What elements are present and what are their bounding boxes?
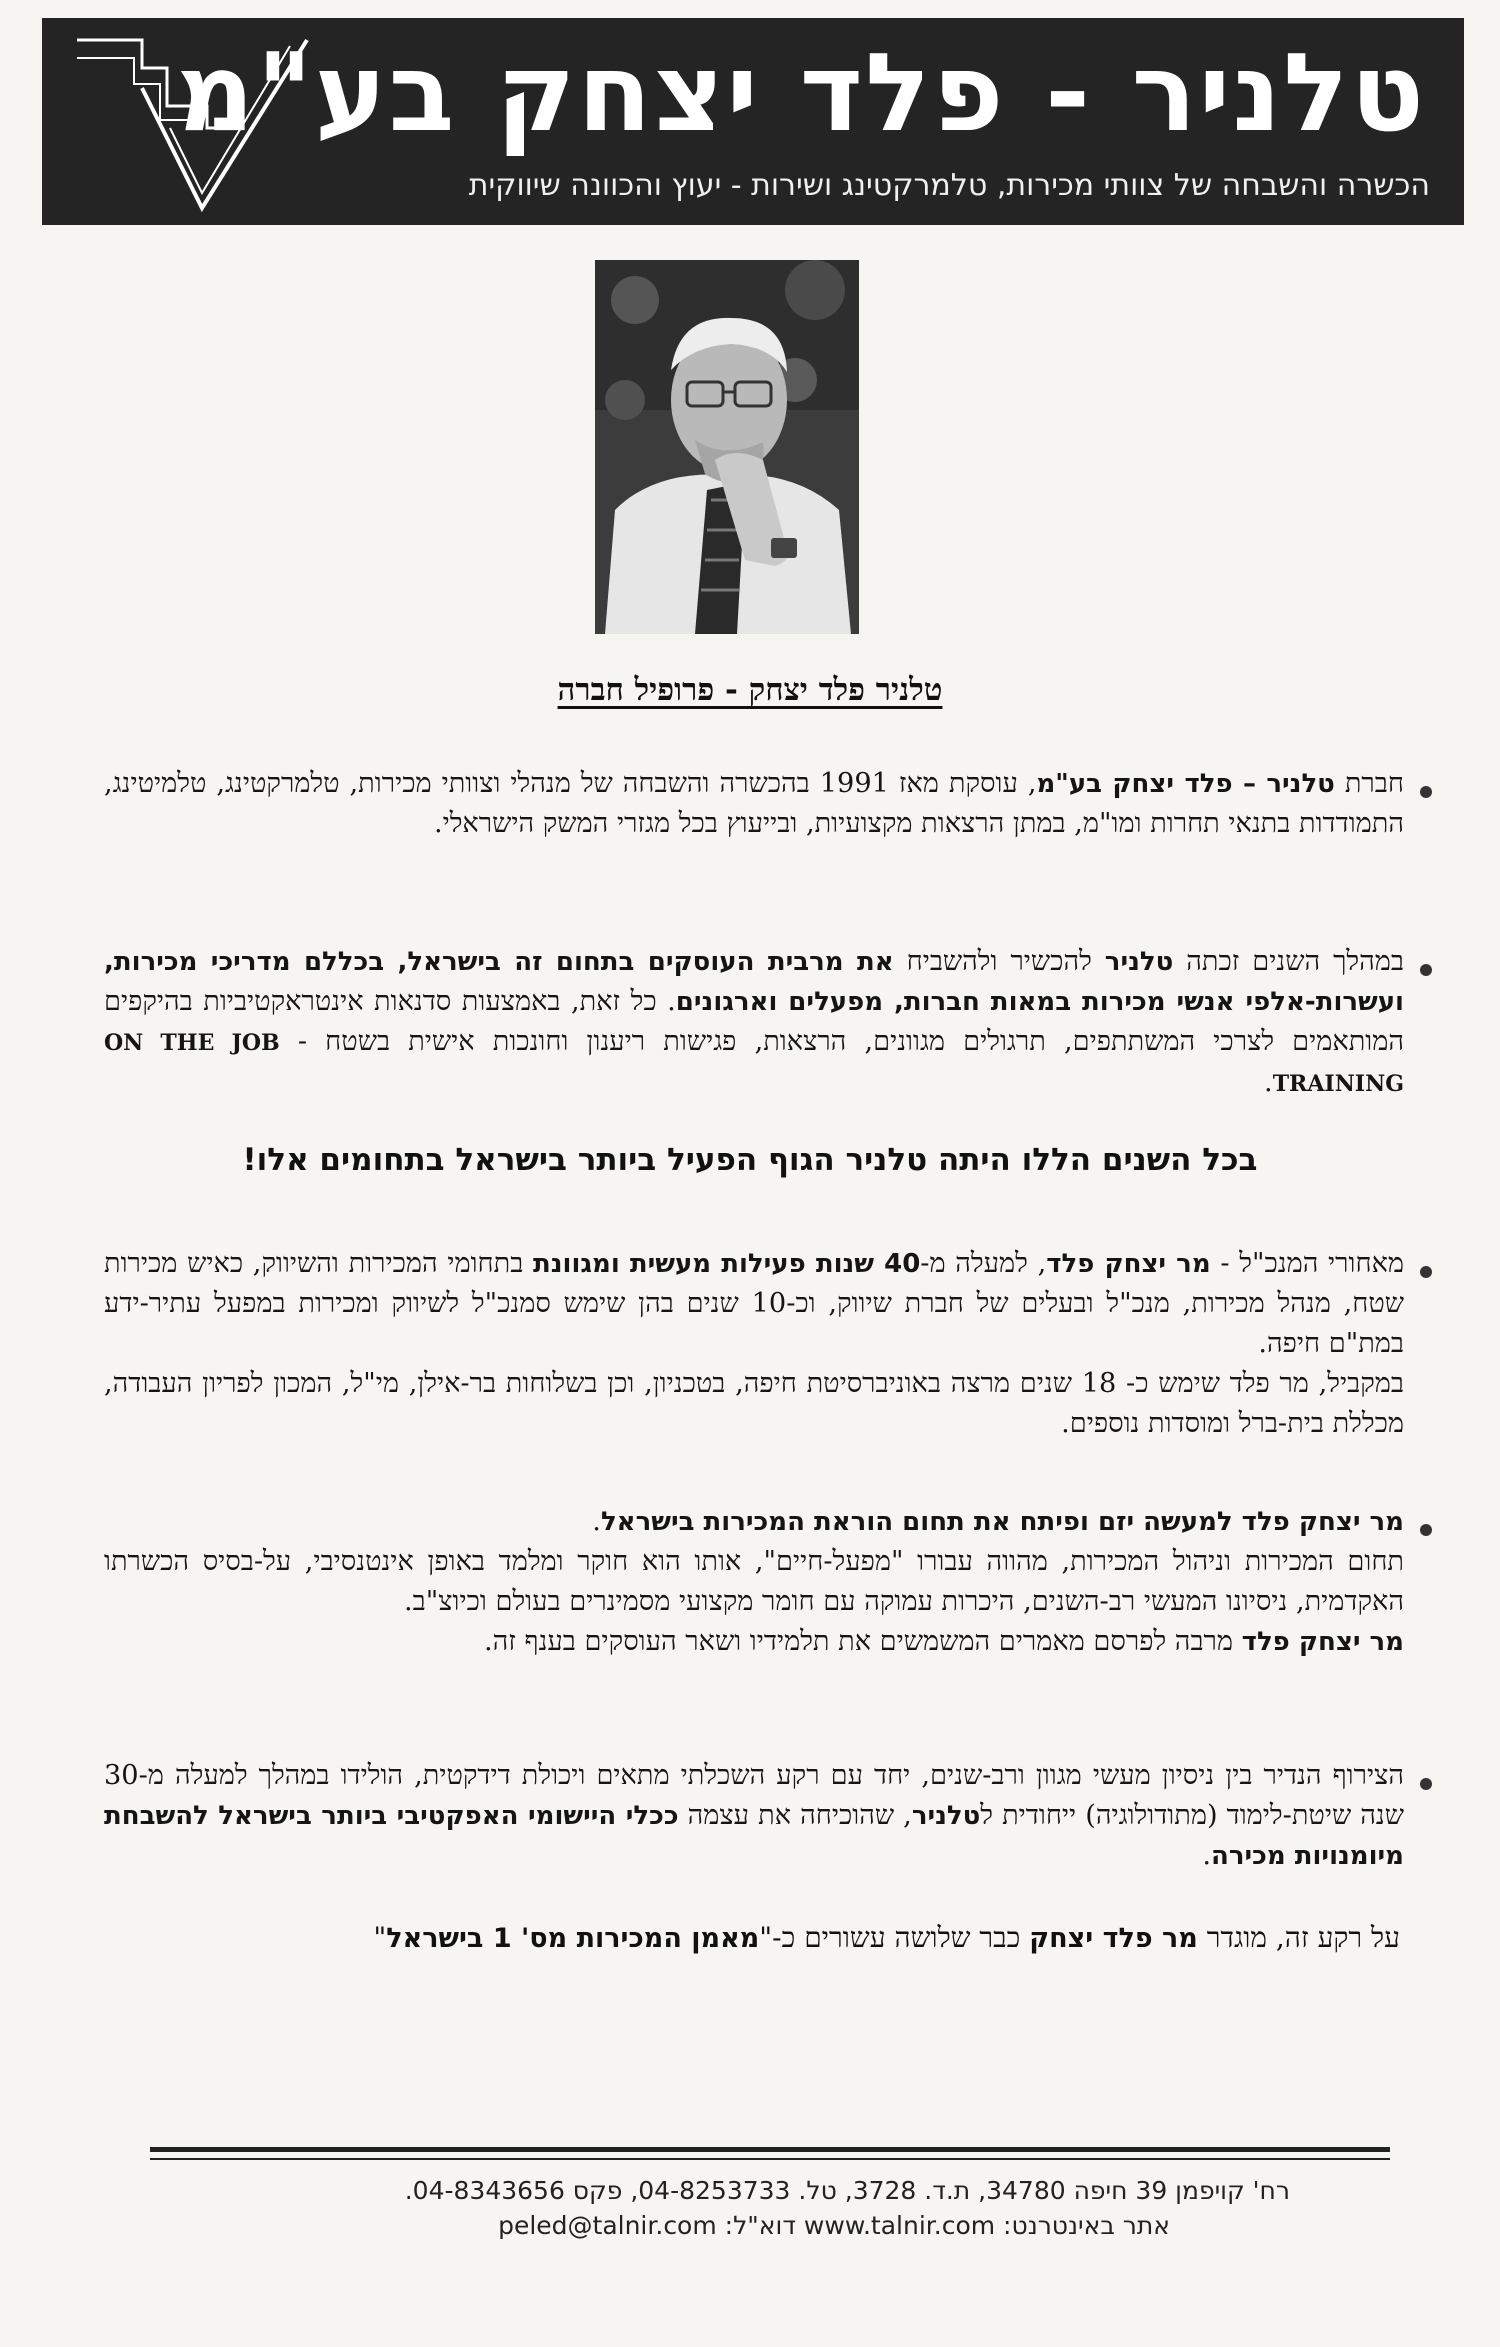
paragraph-sales-teaching: מר יצחק פלד למעשה יזם ופיתח את תחום הוראת המכירות בישראל. תחום המכירות וניהול המכירות, מהווה עבורו "מפעל-חיים", אותו הוא חוקר ומלמד באופן אינטנסיבי, על-בסיס הכשרתו האקדמית, ניסיונו המעשי רב-השנים, היכרות עמוקה עם חומר מקצועי מסמינרים בעולם וכיוצ"ב. מר יצחק פלד מרבה לפרסם מאמרים המשמשים את תלמידיו ושאר העוסקים בענף זה.	[104, 1506, 1404, 1657]
footer-divider-thin	[150, 2158, 1390, 2160]
bullet-3	[1420, 1266, 1432, 1278]
paragraph-ceo-background: מאחורי המנכ"ל - מר יצחק פלד, למעלה מ-40 שנות פעילות מעשית ומגוונת בתחומי המכירות והשיווק, כאיש מכירות שטח, מנהל מכירות, מנכ"ל ובעלים של חברת שיווק, וכ-10 שנים בהן שימש סמנכ"ל לשיווק ומכירות במפעל עתיר-ידע במת"ם חיפה. במקביל, מר פלד שימש כ- 18 שנים מרצה באוניברסיטת חיפה, בטכניון, וכן בשלוחות בר-אילן, מי"ל, המכון לפריון העבודה, מכללת בית-ברל ומוסדות נוספים.	[104, 1248, 1405, 1439]
ceo-portrait-photo	[595, 260, 859, 634]
slogan: בכל השנים הללו היתה טלניר הגוף הפעיל ביותר בישראל בתחומים אלו!	[242, 1142, 1258, 1178]
bullet-1	[1420, 786, 1432, 798]
bullet-4	[1420, 1524, 1432, 1536]
letterhead-banner	[42, 18, 1464, 225]
bullet-2	[1420, 964, 1432, 976]
bullet-5	[1420, 1778, 1432, 1790]
footer-address: רח' קויפמן 39 חיפה 34780, ת.ד. 3728, טל. 04-8253733, פקס 04-8343656.	[404, 2176, 1290, 2205]
company-tagline: הכשרה והשבחה של צוותי מכירות, טלמרקטינג ושירות - יעוץ והכוונה שיווקית	[468, 168, 1430, 203]
profile-heading: טלניר פלד יצחק - פרופיל חברה	[557, 672, 943, 708]
paragraph-company-intro: חברת טלניר – פלד יצחק בע"מ, עוסקת מאז 1991 בהכשרה והשבחה של מנהלי וצוותי מכירות, טלמרקטינג, טלמיטינג, התמודדות בתנאי תחרות ומו"מ, במתן הרצאות מקצועיות, ובייעוץ בכל מגזרי המשק הישראלי.	[104, 768, 1404, 839]
company-name: טלניר - פלד יצחק בע"מ	[176, 31, 1426, 156]
paragraph-achievements: במהלך השנים זכתה טלניר להכשיר ולהשביח את מרבית העוסקים בתחום זה בישראל, בכללם מדריכי מכירות, ועשרות-אלפי אנשי מכירות במאות חברות, מפעלים וארגונים. כל זאת, באמצעות סדנאות אינטראקטיביות בהיקפים המותאמים לצרכי המשתתפים, תרגולים מגוונים, הרצאות, פגישות ריענון וחונכות אישית בשטח - ON THE JOB TRAINING.	[104, 946, 1405, 1098]
footer-divider	[150, 2147, 1390, 2152]
closing-statement: על רקע זה, מוגדר מר פלד יצחק כבר שלושה עשורים כ-"מאמן המכירות מס' 1 בישראל"	[373, 1921, 1400, 1954]
footer-web-contact: אתר באינטרנט: www.talnir.com דוא"ל: peled@talnir.com	[498, 2211, 1170, 2240]
paragraph-methodology: הצירוף הנדיר בין ניסיון מעשי מגוון ורב-שנים, יחד עם רקע השכלתי מתאים ויכולת דידקטית, הולידו במהלך למעלה מ-30 שנה שיטת-לימוד (מתודולוגיה) ייחודית לטלניר, שהוכיחה את עצמה ככלי היישומי האפקטיבי ביותר בישראל להשבחת מיומנויות מכירה.	[104, 1760, 1405, 1871]
